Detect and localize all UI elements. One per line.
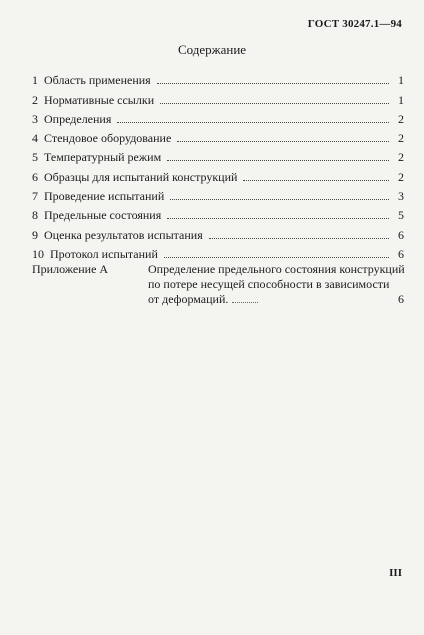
toc-entry-number: 4 [32, 131, 38, 146]
toc-entry-page: 1 [398, 73, 404, 88]
toc-entry-label: Проведение испытаний [44, 189, 165, 204]
toc-entry-label: Оценка результатов испытания [44, 227, 203, 242]
toc-entry[interactable] [32, 222, 404, 241]
toc-entry-page: 2 [398, 111, 404, 126]
toc-entry[interactable] [32, 242, 404, 261]
toc-entry-number: 10 [32, 246, 44, 261]
dot-leader [117, 122, 389, 123]
toc-entry[interactable] [32, 145, 404, 164]
toc-entry[interactable] [32, 164, 404, 183]
toc-entry-label: Определения [44, 111, 112, 126]
dot-leader [177, 141, 389, 142]
toc-entry-number: 5 [32, 150, 38, 165]
toc-entry-page: 3 [398, 189, 404, 204]
toc-entry-page: 2 [398, 169, 404, 184]
toc-entry-page: 2 [398, 131, 404, 146]
appendix-title-line-last [148, 292, 378, 307]
toc-entry[interactable] [32, 68, 404, 87]
appendix-title-line: Определение предельного состояния конструкций [148, 262, 405, 276]
toc-entry-number: 1 [32, 73, 38, 88]
dot-leader [243, 180, 389, 181]
toc-entry[interactable] [32, 203, 404, 222]
dot-leader [170, 199, 389, 200]
dot-leader [157, 83, 389, 84]
toc-entry-label: Предельные состояния [44, 208, 162, 223]
toc-entry-number: 6 [32, 169, 38, 184]
dot-leader [167, 218, 389, 219]
dot-leader [232, 302, 258, 303]
toc-entry[interactable] [32, 87, 404, 106]
toc-entry-label: Протокол испытаний [50, 246, 158, 261]
toc-entry[interactable] [32, 184, 404, 203]
appendix-title-text: от деформаций. [148, 292, 229, 306]
toc-entry-page: 6 [398, 246, 404, 261]
dot-leader [167, 160, 389, 161]
toc-entry[interactable] [32, 126, 404, 145]
appendix-title [148, 262, 405, 307]
page-folio: III [389, 567, 402, 579]
toc-entry-number: 8 [32, 208, 38, 223]
toc-entry-label: Температурный режим [44, 150, 162, 165]
appendix-heading: Приложение А [32, 262, 109, 276]
toc-entry-number: 7 [32, 189, 38, 204]
toc-entry-number: 3 [32, 111, 38, 126]
toc-entry-page: 1 [398, 92, 404, 107]
toc-list [32, 68, 404, 261]
toc-entry-page: 6 [398, 227, 404, 242]
toc-entry-label: Стендовое оборудование [44, 131, 172, 146]
appendix-page: 6 [398, 292, 404, 306]
toc-entry-number: 9 [32, 227, 38, 242]
toc-entry-page: 5 [398, 208, 404, 223]
toc-entry-label: Образцы для испытаний конструкций [44, 169, 238, 184]
dot-leader [160, 103, 389, 104]
toc-entry-label: Область применения [44, 73, 151, 88]
dot-leader [164, 257, 389, 258]
toc-entry-label: Нормативные ссылки [44, 92, 155, 107]
toc-entry[interactable] [32, 107, 404, 126]
appendix-title-line: по потере несущей способности в зависимости [148, 277, 390, 291]
toc-entry-page: 2 [398, 150, 404, 165]
dot-leader [209, 238, 389, 239]
standard-code: ГОСТ 30247.1—94 [307, 18, 402, 30]
toc-entry-number: 2 [32, 92, 38, 107]
toc-title: Содержание [177, 42, 247, 57]
